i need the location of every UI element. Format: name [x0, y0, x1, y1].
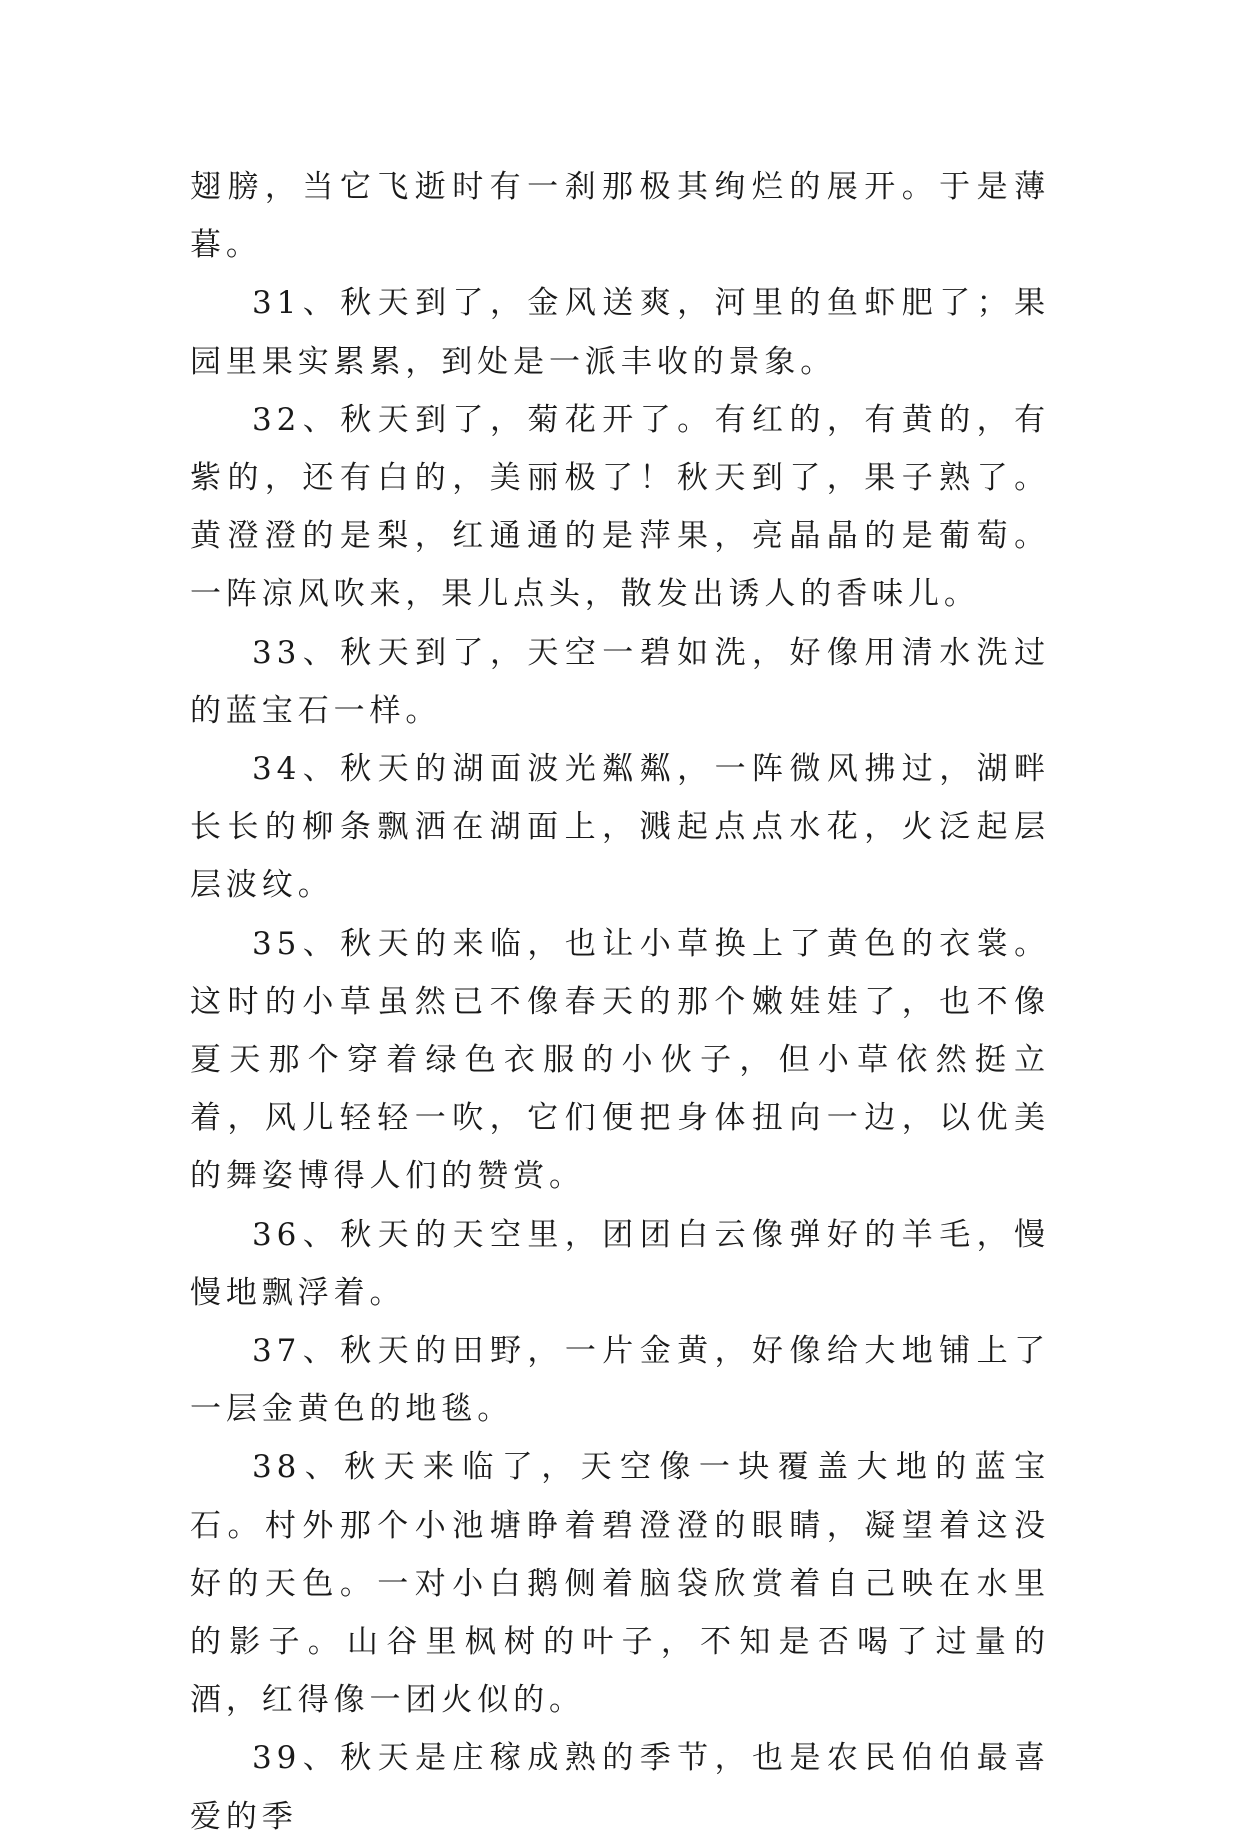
paragraph-36: 36、秋天的天空里，团团白云像弹好的羊毛，慢慢地飘浮着。 — [190, 1216, 1050, 1311]
paragraph-38: 38、秋天来临了，天空像一块覆盖大地的蓝宝石。村外那个小池塘睁着碧澄澄的眼睛，凝望着这没好的天色。一对小白鹅侧着脑袋欣赏着自己映在水里的影子。山谷里枫树的叶子，不知是否喝了过量的酒，红得像一团火似的。 — [190, 1449, 1050, 1719]
paragraph-32: 32、秋天到了，菊花开了。有红的，有黄的，有紫的，还有白的，美丽极了！秋天到了，果子熟了。黄澄澄的是梨，红通通的是萍果，亮晶晶的是葡萄。一阵凉风吹来，果儿点头，散发出诱人的香味儿。 — [190, 401, 1050, 613]
document-body — [190, 158, 1050, 1846]
paragraph-34: 34、秋天的湖面波光粼粼，一阵微风拂过，湖畔长长的柳条飘洒在湖面上，溅起点点水花，火泛起层层波纹。 — [190, 751, 1050, 904]
paragraph-31: 31、秋天到了，金风送爽，河里的鱼虾肥了；果园里果实累累，到处是一派丰收的景象。 — [190, 285, 1050, 380]
paragraph-39: 39、秋天是庄稼成熟的季节，也是农民伯伯最喜爱的季 — [190, 1740, 1050, 1835]
paragraph-33: 33、秋天到了，天空一碧如洗，好像用清水洗过的蓝宝石一样。 — [190, 634, 1050, 729]
paragraph-continuation: 翅膀，当它飞逝时有一刹那极其绚烂的展开。于是薄暮。 — [190, 169, 1050, 264]
paragraph-37: 37、秋天的田野，一片金黄，好像给大地铺上了一层金黄色的地毯。 — [190, 1333, 1050, 1428]
paragraph-35: 35、秋天的来临，也让小草换上了黄色的衣裳。这时的小草虽然已不像春天的那个嫩娃娃了，也不像夏天那个穿着绿色衣服的小伙子，但小草依然挺立着，风儿轻轻一吹，它们便把身体扭向一边，以优美的舞姿博得人们的赞赏。 — [190, 925, 1050, 1195]
